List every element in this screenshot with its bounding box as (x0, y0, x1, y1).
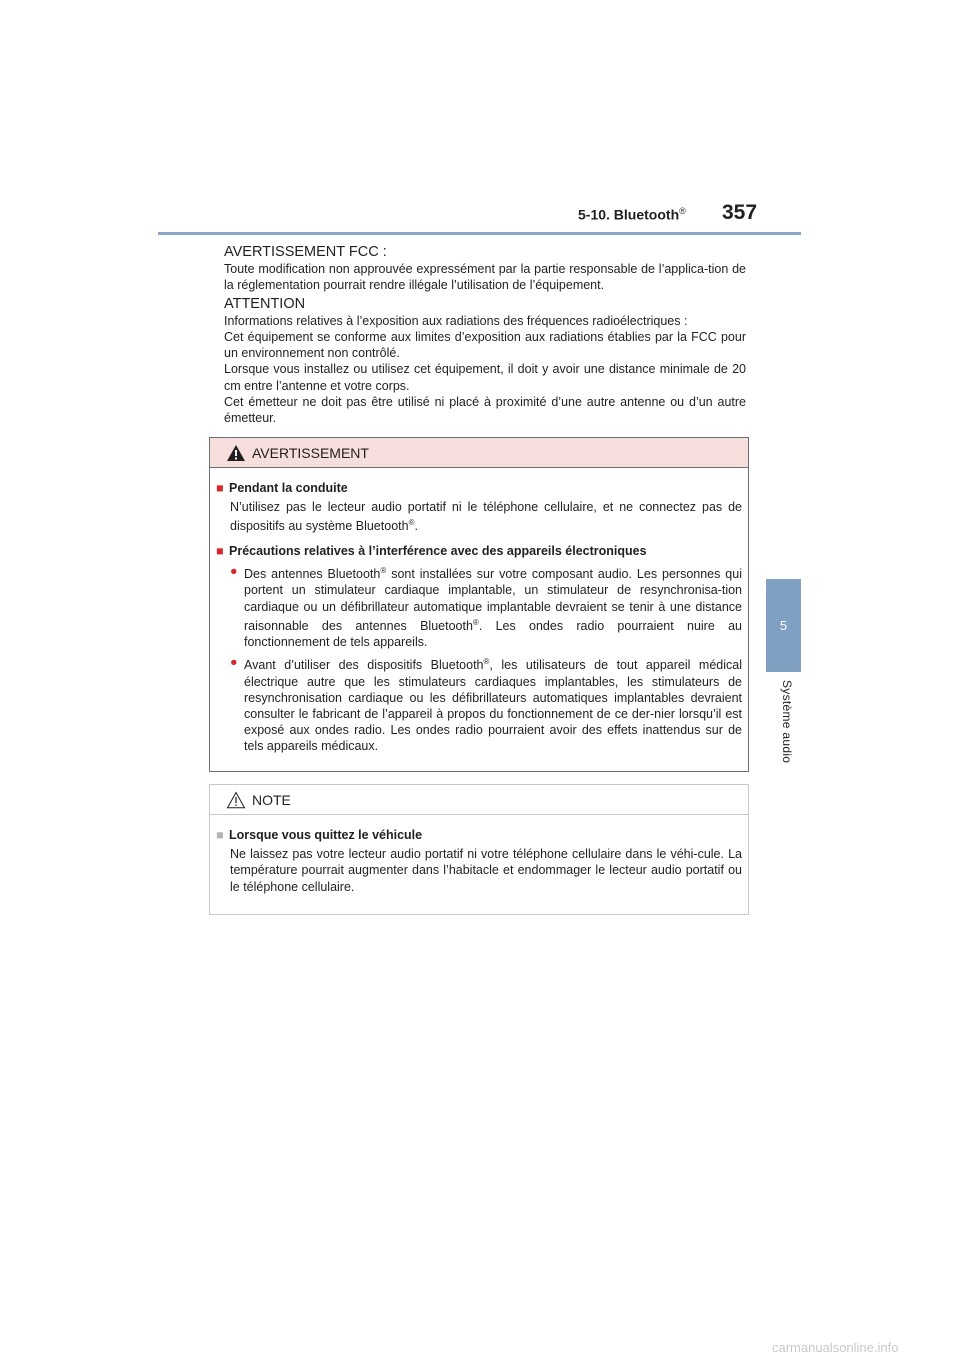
caution-triangle-icon (226, 791, 246, 809)
square-bullet-icon: ■ (216, 828, 224, 842)
attention-line: Lorsque vous installez ou utilisez cet équipement, il doit y avoir une distance minimale de 20 cm entre l’antenne et votre corps. (224, 362, 746, 393)
reg-mark: ® (679, 206, 686, 216)
list-item: ● Avant d’utiliser des dispositifs Bluetooth®, les utilisateurs de tout appareil médical électrique autre que les stimulateurs cardiaques implantables, les stimulateurs de resynchronisation cardiaque ou les défibrillateurs automatiques implantables devraient consulter le fabricant de l’appareil à propos du fonctionnement de ce der-nier lorsqu’il est exposé aux ondes radio. Les ondes radio pourraient avoir des effets inattendus sur de tels appareils médicaux. (230, 655, 742, 754)
attention-heading: ATTENTION (224, 296, 306, 313)
list-item: ● Des antennes Bluetooth® sont installées sur votre composant audio. Les personnes qui portent un stimulateur cardiaque implantable, un stimulateur de resynchronisa-tion cardiaque ou un défibrillateur automatique implantable devraient se tenir à une distance raisonnable des antennes Bluetooth®. Les ondes radio pourraient nuire au fonctionnement de tels appareils. (230, 563, 742, 650)
warning-triangle-icon (226, 444, 246, 462)
note-body (210, 815, 748, 895)
section-name: 5-10. Bluetooth (578, 206, 680, 223)
fcc-text: Toute modification non approuvée expressément par la partie responsable de l’applica-tion de la réglementation pourrait rendre illégale l’utilisation de l’équipement. (224, 262, 746, 293)
warning-box (209, 437, 749, 772)
chapter-label: Système audio (780, 680, 794, 764)
header-title (578, 206, 686, 223)
note-box (209, 784, 749, 915)
warning-body (210, 468, 748, 755)
warning-header (210, 438, 748, 468)
note-section-title: ■ Lorsque vous quittez le véhicule (216, 828, 423, 842)
note-section-text: Ne laissez pas votre lecteur audio portatif ni votre téléphone cellulaire dans le véhi-cule. La température pourrait augmenter dans l’habitacle et endommager le lecteur audio portatif ou le téléphone cellulaire. (230, 847, 742, 894)
header-rule (158, 232, 801, 235)
note-title: NOTE (252, 791, 291, 808)
chapter-tab: 5 (766, 579, 801, 672)
warning-section-title: ■ Précautions relatives à l’interférence avec des appareils électroniques (216, 543, 647, 558)
attention-line: Informations relatives à l’exposition aux radiations des fréquences radioélectriques : (224, 314, 688, 329)
page-number: 357 (722, 201, 758, 224)
square-bullet-icon: ■ (216, 543, 224, 558)
note-header (210, 785, 748, 815)
warning-section-text: N’utilisez pas le lecteur audio portatif ni le téléphone cellulaire, et ne connectez pas de dispositifs au système Bluetooth®. (230, 500, 742, 534)
attention-line: Cet émetteur ne doit pas être utilisé ni placé à proximité d’une autre antenne ou d’un autre émetteur. (224, 394, 746, 425)
intro-section (224, 244, 746, 426)
warning-title: AVERTISSEMENT (252, 444, 369, 461)
fcc-heading: AVERTISSEMENT FCC : (224, 244, 387, 260)
dot-bullet-icon: ● (230, 563, 238, 578)
dot-bullet-icon: ● (230, 655, 238, 670)
square-bullet-icon: ■ (216, 481, 224, 495)
attention-line: Cet équipement se conforme aux limites d’exposition aux radiations établies par la FCC pour un environnement non contrôlé. (224, 330, 746, 361)
warning-section-title: ■ Pendant la conduite (216, 481, 348, 495)
watermark: carmanualsonline.info (772, 1340, 899, 1355)
